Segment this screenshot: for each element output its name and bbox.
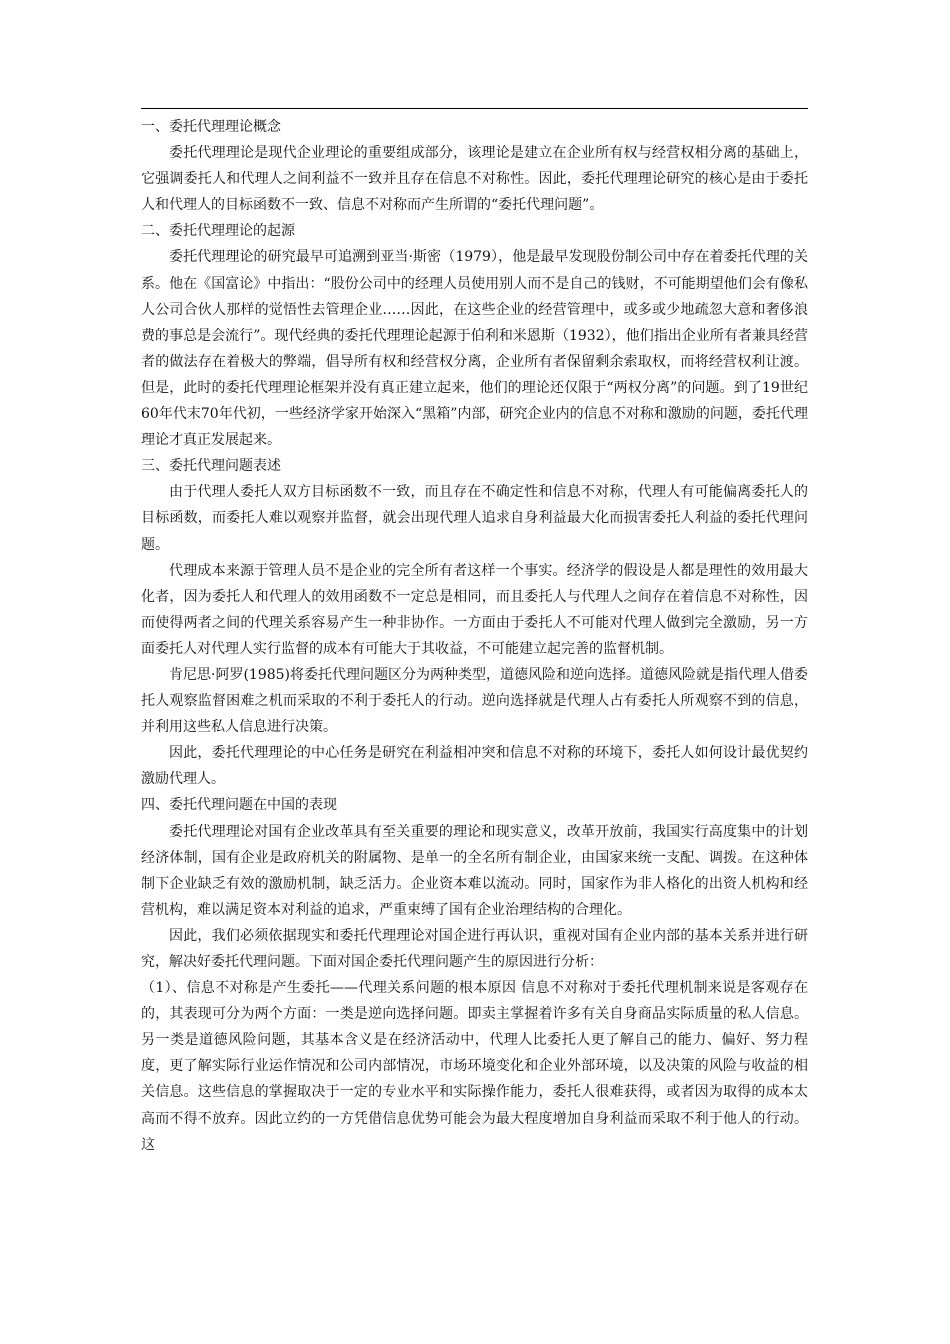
paragraph: 委托代理理论是现代企业理论的重要组成部分，该理论是建立在企业所有权与经营权相分离的基础上，它强调委托人和代理人之间利益不一致并且存在信息不对称性。因此，委托代理理论研究的核心是由于委托人和代理人的目标函数不一致、信息不对称而产生所谓的“委托代理问题”。	[141, 145, 808, 214]
section-heading-4: 四、委托代理问题在中国的表现	[141, 797, 337, 814]
paragraph: 由于代理人委托人双方目标函数不一致，而且存在不确定性和信息不对称，代理人有可能偏离委托人的目标函数，而委托人难以观察并监督，就会出现代理人追求自身利益最大化而损害委托人利益的委托代理问题。	[141, 484, 808, 553]
header-rule	[141, 108, 808, 109]
paragraph: 委托代理理论对国有企业改革具有至关重要的理论和现实意义，改革开放前，我国实行高度集中的计划经济体制，国有企业是政府机关的附属物、是单一的全名所有制企业，由国家来统一支配、调拨。在这种体制下企业缺乏有效的激励机制，缺乏活力。企业资本难以流动。同时，国家作为非人格化的出资人机构和经营机构，难以满足资本对利益的追求，严重束缚了国有企业治理结构的合理化。	[141, 823, 808, 918]
paragraph: 因此，委托代理理论的中心任务是研究在利益相冲突和信息不对称的环境下，委托人如何设计最优契约激励代理人。	[141, 745, 808, 788]
section-heading-1: 一、委托代理理论概念	[141, 119, 281, 135]
paragraph: 肯尼思·阿罗(1985)将委托代理问题区分为两种类型，道德风险和逆向选择。道德风险就是指代理人借委托人观察监督困难之机而采取的不利于委托人的行动。逆向选择就是代理人占有委托人所观察不到的信息，并利用这些私人信息进行决策。	[141, 666, 809, 736]
document-body	[141, 114, 808, 1158]
paragraph: 代理成本来源于管理人员不是企业的完全所有者这样一个事实。经济学的假设是人都是理性的效用最大化者，因为委托人和代理人的效用函数不一定总是相同，而且委托人与代理人之间存在着信息不对称性，因而使得两者之间的代理关系容易产生一种非协作。一方面由于委托人不可能对代理人做到完全激励，另一方面委托人对代理人实行监督的成本有可能大于其收益，不可能建立起完善的监督机制。	[141, 562, 808, 657]
paragraph: 委托代理理论的研究最早可追溯到亚当·斯密（1979），他是最早发现股份制公司中存在着委托代理的关系。他在《国富论》中指出：“股份公司中的经理人员使用别人而不是自己的钱财，不可能期望他们会有像私人公司合伙人那样的觉悟性去管理企业……因此，在这些企业的经营管理中，或多或少地疏忽大意和奢侈浪费的事总是会流行”。现代经典的委托代理理论起源于伯利和米恩斯（1932），他们指出企业所有者兼具经营者的做法存在着极大的弊端，倡导所有权和经营权分离，企业所有者保留剩余索取权，而将经营权利让渡。但是，此时的委托代理理论框架并没有真正建立起来，他们的理论还仅限于“两权分离”的问题。到了19世纪60年代末70年代初，一些经济学家开始深入“黑箱”内部，研究企业内的信息不对称和激励的问题，委托代理理论才真正发展起来。	[141, 249, 808, 449]
paragraph: 因此，我们必须依据现实和委托代理理论对国企进行再认识，重视对国有企业内部的基本关系并进行研究，解决好委托代理问题。下面对国企委托代理问题产生的原因进行分析：	[141, 927, 808, 970]
numbered-paragraph: （1）、信息不对称是产生委托——代理关系问题的根本原因 信息不对称对于委托代理机制来说是客观存在的，其表现可分为两个方面：一类是逆向选择问题。即卖主掌握着许多有关自身商品实际质量的私人信息。另一类是道德风险问题，其基本含义是在经济活动中，代理人比委托人更了解自己的能力、偏好、努力程度，更了解实际行业运作情况和公司内部情况，市场环境变化和企业外部环境，以及决策的风险与收益的相关信息。这些信息的掌握取决于一定的专业水平和实际操作能力，委托人很难获得，或者因为取得的成本太高而不得不放弃。因此立约的一方凭借信息优势可能会为最大程度增加自身利益而采取不利于他人的行动。这	[141, 980, 808, 1153]
section-heading-3: 三、委托代理问题表述	[141, 458, 281, 475]
section-heading-2: 二、委托代理理论的起源	[141, 223, 295, 240]
